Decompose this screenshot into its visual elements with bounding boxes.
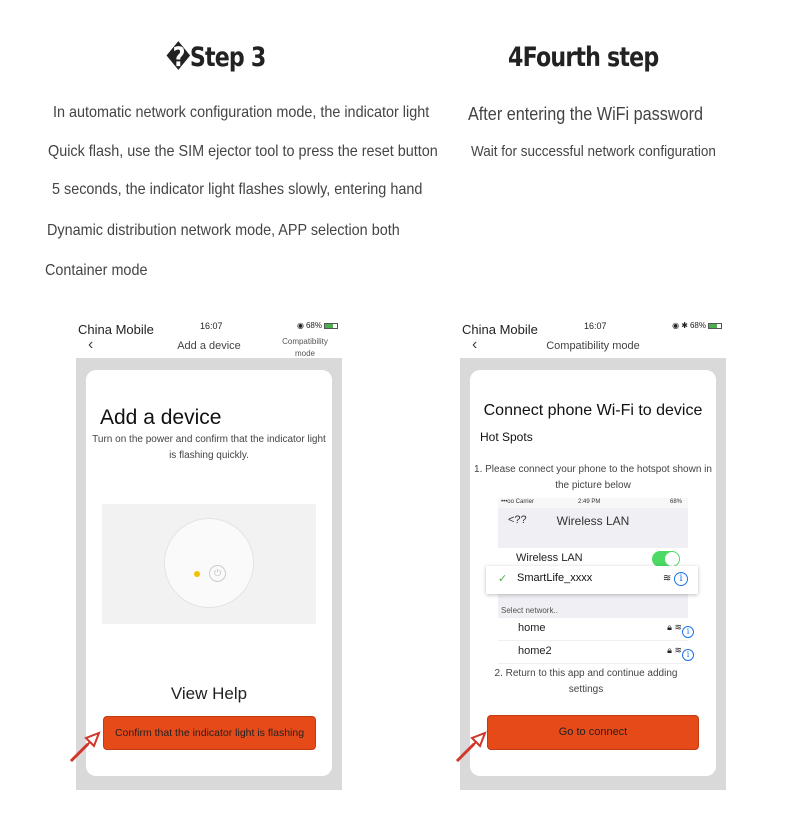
ws-battery: 68%: [669, 499, 682, 505]
select-network-label: Select network..: [501, 606, 558, 615]
carrier-label: China Mobile: [78, 322, 154, 337]
compatibility-mode-link[interactable]: Compatibility mode: [282, 337, 328, 358]
go-to-connect-button[interactable]: Go to connect: [487, 715, 699, 750]
battery-icon: [708, 323, 722, 329]
step3-title: �Step 3: [166, 42, 266, 73]
ws-time: 2:49 PM: [578, 499, 601, 505]
battery-icon: [324, 323, 338, 329]
step3-line-5: Container mode: [45, 262, 148, 279]
add-device-card: [86, 370, 332, 776]
clock: 16:07: [200, 321, 223, 331]
wifi-status-icon: ◉: [297, 321, 304, 330]
view-help-link[interactable]: View Help: [170, 684, 248, 703]
nav-title: Compatibility mode: [546, 340, 640, 352]
step3-line-2: Quick flash, use the SIM ejector tool to press the reset button: [48, 143, 438, 160]
network-row-home[interactable]: [498, 618, 688, 640]
nav-title: Add a device: [177, 340, 241, 352]
ws-carrier: •••oo Carrier: [501, 499, 534, 505]
bluetooth-icon: ◉ ✱: [672, 321, 688, 330]
step3-line-4: Dynamic distribution network mode, APP selection both: [47, 222, 400, 239]
smartlife-network-name: SmartLife_xxxx: [517, 572, 593, 584]
card-instruction: Turn on the power and confirm that the indicator light is flashing quickly.: [92, 434, 326, 461]
device-icon: [164, 518, 254, 608]
card-heading: Add a device: [100, 406, 222, 429]
network-name: home2: [518, 645, 552, 657]
ws-title: Wireless LAN: [556, 514, 630, 528]
nav-bar: [76, 336, 342, 358]
carrier-label: China Mobile: [462, 322, 538, 337]
clock: 16:07: [584, 321, 607, 331]
back-icon[interactable]: ‹: [472, 336, 478, 353]
confirm-flashing-button[interactable]: Confirm that the indicator light is flashing: [103, 716, 316, 750]
status-bar: [76, 318, 342, 358]
back-icon[interactable]: ‹: [88, 336, 94, 353]
instruction-step-1: 1. Please connect your phone to the hotspot shown in the picture below: [474, 464, 712, 491]
step4-line-2: Wait for successful network configuration: [471, 143, 716, 160]
lock-wifi-info-icon: 🔒︎ ≋ i: [667, 645, 682, 656]
nav-bar: [460, 336, 726, 358]
ws-back-icon[interactable]: <??: [508, 514, 527, 526]
device-illustration: [102, 504, 316, 624]
status-bar: [460, 318, 726, 358]
battery-percent: 68%: [305, 321, 322, 330]
power-icon: ⏻: [209, 565, 226, 582]
step4-title: 4Fourth step: [508, 42, 659, 73]
step3-line-1: In automatic network configuration mode, the indicator light: [53, 104, 430, 121]
wlan-toggle[interactable]: [652, 551, 680, 567]
step4-line-1: After entering the WiFi password: [468, 104, 703, 124]
indicator-light-icon: [194, 571, 200, 577]
pointer-arrow-icon: [68, 730, 102, 764]
left-phone-screenshot: [76, 318, 342, 790]
smartlife-network-row[interactable]: [486, 566, 698, 594]
card-heading: Connect phone Wi-Fi to device: [483, 402, 703, 419]
step3-line-3: 5 seconds, the indicator light flashes slowly, entering hand: [52, 181, 423, 198]
battery-percent: 68%: [689, 321, 706, 330]
lock-wifi-info-icon: 🔒︎ ≋ i: [667, 622, 682, 633]
wlan-label: Wireless LAN: [516, 552, 583, 564]
connect-wifi-card: [470, 370, 716, 776]
network-row-home2[interactable]: [498, 641, 688, 663]
pointer-arrow-icon: [454, 730, 488, 764]
battery-indicator: [297, 321, 338, 330]
wifi-info-icon: ≋ i: [663, 572, 688, 586]
battery-indicator: [672, 321, 722, 330]
instruction-step-2: 2. Return to this app and continue adding settings: [494, 668, 678, 695]
checkmark-icon: ✓: [498, 573, 508, 585]
network-name: home: [518, 622, 546, 634]
right-phone-screenshot: [460, 318, 726, 790]
ws-status-bar: [498, 498, 688, 508]
hotspots-label: Hot Spots: [480, 430, 533, 444]
